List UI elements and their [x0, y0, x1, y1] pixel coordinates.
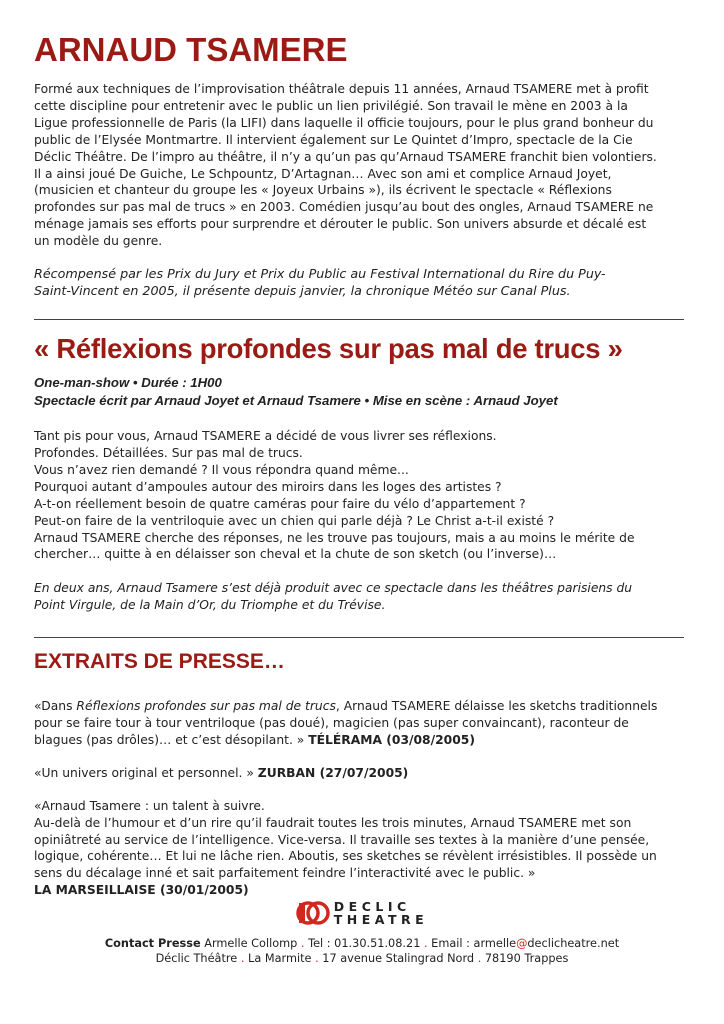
show-description [34, 428, 684, 563]
separator-dot: . [424, 937, 428, 950]
quote-text: Au-delà de l’humour et d’un rire qu’il faudrait toutes les trois minutes, Arnaud TSAMERE met son [34, 815, 632, 830]
separator-dot: . [240, 952, 245, 965]
quote-text: logique, cohérente… Et lui ne lâche rien. Aboutis, ses sketches se révèlent irrésistibles. Il possède un [34, 849, 657, 864]
quote-text: «Dans [34, 699, 77, 714]
description-line: Tant pis pour vous, Arnaud TSAMERE a décidé de vous livrer ses réflexions. [34, 429, 497, 444]
show-venues [34, 580, 684, 614]
bio-line: Déclic Théâtre. De l’impro au théâtre, il n’y a qu’un pas qu’Arnaud TSAMERE franchit bien volontiers. [34, 149, 657, 164]
show-meta-line: One-man-show • Durée : 1H00 [34, 375, 222, 391]
logo-line: THEATRE [333, 912, 429, 927]
quote-show-name: Réflexions profondes sur pas mal de trucs [76, 699, 336, 714]
section-divider [34, 637, 684, 638]
description-line: Vous n’avez rien demandé ? Il vous répondra quand même... [34, 462, 409, 477]
email-at: @ [516, 937, 528, 950]
award-line: Récompensé par les Prix du Jury et Prix du Public au Festival International du Rire du Puy- [34, 266, 606, 282]
page-title: ARNAUD TSAMERE [34, 31, 348, 68]
separator-dot: . [477, 952, 482, 965]
award-paragraph [34, 265, 684, 299]
quote-text: «Arnaud Tsamere : un talent à suivre. [34, 798, 265, 813]
description-line: Pourquoi autant d’ampoules autour des miroirs dans les loges des artistes ? [34, 479, 502, 494]
document-page [34, 30, 684, 899]
theatre-mask-icon [296, 898, 330, 928]
address-part: 78190 Trappes [481, 952, 569, 965]
declic-theatre-logo [296, 898, 428, 928]
bio-line: public de l’Elysée Montmartre. Il intervient également sur Le Quintet d’Impro, spectacle de la Cie [34, 132, 633, 147]
quote-text: opiniâtreté au service de l’intelligence. Vice-versa. Il travaille ses textes à la manière d’une pensée, [34, 832, 650, 847]
show-meta [34, 374, 684, 410]
address-part: 17 avenue Stalingrad Nord [318, 952, 478, 965]
contact-line [0, 936, 724, 951]
description-line: Arnaud TSAMERE cherche des réponses, ne les trouve pas toujours, mais a au moins le mérite de [34, 530, 635, 545]
quote-text: , Arnaud TSAMERE délaisse les sketchs traditionnels [335, 699, 658, 714]
press-quote-marseillaise [34, 798, 684, 899]
address-part: La Marmite [244, 952, 316, 965]
venues-line: Point Virgule, de la Main d’Or, du Triomphe et du Trévise. [34, 598, 386, 613]
description-line: Peut-on faire de la ventriloquie avec un chien qui parle déjà ? Le Christ a-t-il existé ? [34, 513, 555, 528]
description-line: chercher… quitte à en délaisser son cheval et la chute de son sketch (ou l’inverse)… [34, 547, 557, 562]
press-section-title: EXTRAITS DE PRESSE… [34, 650, 285, 674]
bio-line: un modèle du genre. [34, 234, 163, 249]
bio-line: profondes sur pas mal de trucs » en 2003. Comédien jusqu’au bout des ongles, Arnaud TSAMERE ne [34, 200, 654, 215]
show-title: « Réflexions profondes sur pas mal de trucs » [34, 333, 623, 365]
bio-line: Ligue professionnelle de Paris (la LIFI) dans laquelle il officie toujours, pour le plus grand bonheur du [34, 115, 654, 130]
venues-line: En deux ans, Arnaud Tsamere s’est déjà produit avec ce spectacle dans les théâtres parisiens du [34, 581, 633, 596]
quote-source: ZURBAN (27/07/2005) [257, 765, 409, 780]
section-divider [34, 319, 684, 320]
contact-label: Contact Presse [104, 937, 201, 950]
bio-line: ménage jamais ses efforts pour surprendre et dérouter le public. Son univers absurde et décalé est [34, 217, 647, 232]
bio-line: (musicien et chanteur du groupe les « Joyeux Urbains »), ils écrivent le spectacle « Réflexions [34, 183, 612, 198]
quote-text: blagues (pas drôles)… et c’est désopilant. » [34, 732, 309, 747]
bio-paragraph [34, 81, 684, 250]
address-line [0, 951, 724, 966]
address-part: Déclic Théâtre [155, 952, 241, 965]
bio-line: Formé aux techniques de l’improvisation théâtrale depuis 11 années, Arnaud TSAMERE met à profit [34, 82, 649, 96]
logo-wordmark [334, 900, 428, 926]
logo-line: DECLIC [333, 899, 411, 914]
separator-dot: . [315, 952, 319, 965]
separator-dot: . [300, 937, 305, 950]
contact-email-domain[interactable]: declicheatre.net [527, 937, 620, 950]
show-meta-line: Spectacle écrit par Arnaud Joyet et Arnaud Tsamere • Mise en scène : Arnaud Joyet [34, 393, 558, 409]
award-line: Saint-Vincent en 2005, il présente depuis janvier, la chronique Météo sur Canal Plus. [34, 283, 571, 299]
contact-email[interactable]: Email : armelle [427, 937, 517, 950]
bio-line: Il a ainsi joué De Guiche, Le Schpountz, D’Artagnan… Avec son ami et complice Arnaud Joyet, [34, 166, 612, 181]
quote-text: pour se faire tour à tour ventriloque (pas doué), magicien (pas super convaincant), raconteur de [34, 716, 629, 731]
contact-phone: Tel : 01.30.51.08.21 [304, 937, 424, 950]
press-quote-zurban [34, 765, 684, 782]
description-line: Profondes. Détaillées. Sur pas mal de trucs. [34, 445, 303, 460]
press-quote-telerama [34, 698, 684, 749]
quote-source: LA MARSEILLAISE (30/01/2005) [34, 883, 249, 898]
footer [0, 898, 724, 966]
contact-name: Armelle Collomp [200, 937, 301, 950]
quote-source: TÉLÉRAMA (03/08/2005) [308, 732, 475, 747]
bio-line: cette discipline pour entretenir avec le public un lien privilégié. Son travail le mène en 2003 à la [34, 98, 628, 113]
quote-text: «Un univers original et personnel. » [34, 765, 258, 780]
quote-text: sens du décalage inné et sait parfaitement feindre l’interactivité avec le public. » [34, 866, 536, 881]
description-line: A-t-on réellement besoin de quatre caméras pour faire du vélo d’appartement ? [34, 496, 526, 511]
